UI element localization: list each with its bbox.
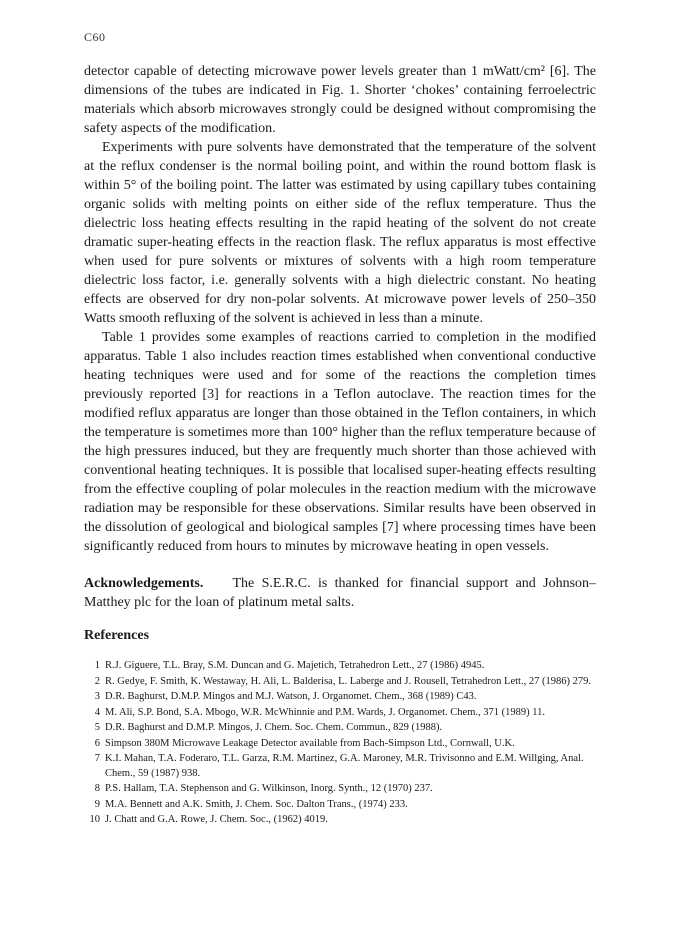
reference-number: 3 xyxy=(94,691,100,702)
reference-number: 1 xyxy=(94,660,100,671)
page-number: C60 xyxy=(84,30,106,44)
reference-item xyxy=(84,659,596,674)
reference-text: R. Gedye, F. Smith, K. Westaway, H. Ali, L. Balderisa, L. Laberge and J. Rousell, Tetrahedron Lett., 27 (1986) 279. xyxy=(105,675,591,687)
reference-number: 4 xyxy=(94,706,100,718)
references-list xyxy=(84,659,596,828)
reference-item xyxy=(84,782,596,797)
reference-number: 6 xyxy=(94,737,100,749)
reference-text: P.S. Hallam, T.A. Stephenson and G. Wilkinson, Inorg. Synth., 12 (1970) 237. xyxy=(105,783,433,794)
reference-text: M.A. Bennett and A.K. Smith, J. Chem. Soc. Dalton Trans., (1974) 233. xyxy=(105,798,408,810)
reference-text: M. Ali, S.P. Bond, S.A. Mbogo, W.R. McWhinnie and P.M. Wards, J. Organomet. Chem., 371 (1989) 11. xyxy=(105,706,545,718)
acknowledgements-text: The S.E.R.C. is thanked for financial support and Johnson–Matthey plc for the loan of platinum metal salts. xyxy=(84,576,597,610)
reference-text: J. Chatt and G.A. Rowe, J. Chem. Soc., (1962) 4019. xyxy=(105,814,328,825)
reference-item xyxy=(84,798,596,813)
reference-number: 7 xyxy=(94,753,100,764)
reference-text: K.I. Mahan, T.A. Foderaro, T.L. Garza, R.M. Martinez, G.A. Maroney, M.R. Trivisonno and E.M. Willging, Anal. Chem., 59 (1987) 938. xyxy=(105,753,584,779)
paragraph-solvent-experiments: Experiments with pure solvents have demonstrated that the temperature of the solvent at the reflux condenser is the normal boiling point, and within the round bottom flask is within 5° of the boiling point. The latter was estimated by using capillary tubes containing organic solids with melting points on either side of the reflux temperature. Thus the dielectric loss heating effects resulting in the rapid heating of the solvent do not create dramatic super-heating effects in the reaction flask. The reflux apparatus is most effective when used for pure solvents or mixtures of solvents with a high room temperature dielectric loss factor, i.e. generally solvents with a high dielectric constant. No heating effects are observed for dry non-polar solvents. At microwave power levels of 250–350 Watts smooth refluxing of the solvent is achieved in less than a minute. xyxy=(84,140,596,326)
reference-number: 8 xyxy=(94,783,100,794)
paragraph-table-discussion: Table 1 provides some examples of reactions carried to completion in the modified apparatus. Table 1 also includes reaction times established when conventional conductive heating techniques were used and for some of the reactions the completion times previously reported [3] for reactions in a Teflon autoclave. The reaction times for the modified reflux apparatus are longer than those obtained in the Teflon containers, in which the temperature is sometimes more than 100° higher than the reflux temperature because of the high pressures induced, but they are frequently much shorter than those achieved with conventional heating techniques. It is possible that localised super-heating effects resulting from the effective coupling of polar molecules in the reaction medium with the microwave radiation may be responsible for these observations. Similar results have been observed in the dissolution of geological and biological samples [7] where processing times have been significantly reduced from hours to minutes by microwave heating in open vessels. xyxy=(84,330,596,554)
article-body xyxy=(84,62,596,844)
reference-number: 10 xyxy=(89,814,100,825)
reference-item xyxy=(84,752,596,781)
reference-text: D.R. Baghurst, D.M.P. Mingos and M.J. Watson, J. Organomet. Chem., 368 (1989) C43. xyxy=(105,691,477,702)
reference-text: D.R. Baghurst and D.M.P. Mingos, J. Chem. Soc. Chem. Commun., 829 (1988). xyxy=(105,722,443,733)
reference-text: Simpson 380M Microwave Leakage Detector available from Bach-Simpson Ltd., Cornwall, U.K. xyxy=(105,737,515,749)
reference-number: 2 xyxy=(94,675,100,687)
references-heading: References xyxy=(84,628,150,643)
reference-item xyxy=(84,813,596,828)
acknowledgements-heading: Acknowledgements. xyxy=(84,576,204,591)
acknowledgements-section xyxy=(84,574,596,612)
reference-number: 9 xyxy=(94,798,100,810)
reference-item xyxy=(84,690,596,705)
reference-text: R.J. Giguere, T.L. Bray, S.M. Duncan and G. Majetich, Tetrahedron Lett., 27 (1986) 4945. xyxy=(105,660,485,671)
reference-item xyxy=(84,721,596,736)
paragraph-continuation: detector capable of detecting microwave power levels greater than 1 mWatt/cm² [6]. The dimensions of the tubes are indicated in Fig. 1. Shorter ‘chokes’ containing ferroelectric materials which absorb microwaves strongly could be designed without compromising the safety aspects of the modification. xyxy=(84,64,596,136)
reference-item xyxy=(84,706,596,721)
reference-number: 5 xyxy=(94,722,100,733)
reference-item xyxy=(84,737,596,752)
reference-item xyxy=(84,675,596,690)
